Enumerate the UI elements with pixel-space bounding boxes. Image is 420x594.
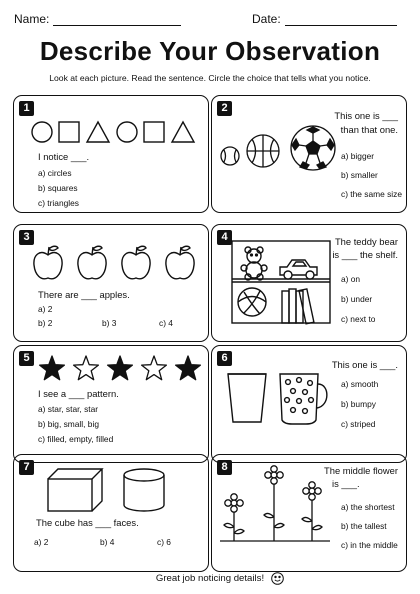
date-field[interactable] bbox=[252, 12, 397, 26]
option-c[interactable]: c) 6 bbox=[157, 537, 171, 547]
question-line-2: is ___. bbox=[332, 478, 360, 489]
card-number: 6 bbox=[217, 351, 232, 366]
option-b[interactable]: b) bumpy bbox=[341, 399, 376, 409]
square-shape bbox=[144, 122, 164, 142]
option-b[interactable]: b) 4 bbox=[100, 537, 115, 547]
name-label: Name: bbox=[14, 12, 50, 26]
card-4 bbox=[211, 224, 407, 342]
filled-star-icon bbox=[40, 356, 65, 380]
option-c[interactable]: c) 4 bbox=[159, 318, 173, 328]
date-label: Date: bbox=[252, 12, 281, 26]
square-shape bbox=[59, 122, 79, 142]
option-b[interactable]: b) big, small, big bbox=[38, 419, 99, 429]
circle-shape bbox=[32, 122, 52, 142]
solids-image bbox=[46, 467, 186, 513]
question-text: The cube has ___ faces. bbox=[36, 517, 139, 528]
card-8 bbox=[211, 454, 407, 572]
filled-star-icon bbox=[176, 356, 201, 380]
name-line[interactable] bbox=[53, 14, 181, 26]
triangle-shape bbox=[172, 122, 194, 142]
question-line-1: The teddy bear bbox=[334, 236, 398, 247]
option-a[interactable]: a) smooth bbox=[341, 379, 379, 389]
card-number: 8 bbox=[217, 460, 232, 475]
option-c[interactable]: c) next to bbox=[341, 314, 376, 324]
card-2 bbox=[211, 95, 407, 213]
card-3 bbox=[13, 224, 209, 342]
card-number: 3 bbox=[19, 230, 34, 245]
books-icon bbox=[282, 289, 314, 324]
smooth-cup-icon bbox=[228, 374, 266, 422]
option-b[interactable]: b) squares bbox=[38, 183, 78, 193]
option-c[interactable]: c) triangles bbox=[38, 198, 79, 208]
medium-flower-icon bbox=[302, 482, 322, 541]
option-a[interactable]: a) star, star, star bbox=[38, 404, 99, 414]
card-1 bbox=[13, 95, 209, 213]
option-c[interactable]: c) in the middle bbox=[341, 540, 398, 550]
question-text: I see a ___ pattern. bbox=[38, 388, 119, 399]
stars-pattern-image bbox=[38, 354, 202, 382]
flowers-image bbox=[218, 465, 332, 545]
short-flower-icon bbox=[224, 494, 244, 541]
question-text: There are ___ apples. bbox=[38, 289, 130, 300]
apple-icon bbox=[78, 246, 106, 279]
apples-image bbox=[32, 243, 200, 283]
beach-ball-icon bbox=[238, 288, 266, 316]
card-5 bbox=[13, 345, 209, 463]
name-field[interactable] bbox=[14, 12, 181, 26]
question-line-2: than that one. bbox=[340, 124, 398, 135]
apple-icon bbox=[166, 246, 194, 279]
smiley-face-icon bbox=[271, 572, 284, 585]
option-a[interactable]: a) on bbox=[341, 274, 361, 284]
bumpy-mug-icon bbox=[280, 374, 327, 424]
basketball-icon bbox=[247, 135, 279, 167]
option-c[interactable]: c) filled, empty, filled bbox=[38, 434, 114, 444]
option-b[interactable]: b) smaller bbox=[341, 170, 378, 180]
date-line[interactable] bbox=[285, 14, 397, 26]
card-number: 5 bbox=[19, 351, 34, 366]
tall-flower-icon bbox=[264, 466, 284, 541]
card-7 bbox=[13, 454, 209, 572]
cups-image bbox=[224, 370, 334, 426]
instructions: Look at each picture. Read the sentence. Circle the choice that tells what you notice. bbox=[49, 73, 371, 83]
question-line-2: is ___ the shelf. bbox=[332, 249, 398, 260]
option-c[interactable]: c) striped bbox=[341, 419, 376, 429]
question-text: This one is ___. bbox=[331, 359, 398, 370]
option-b[interactable]: b) under bbox=[341, 294, 373, 304]
option-b-2[interactable]: b) 3 bbox=[102, 318, 117, 328]
footer bbox=[0, 573, 420, 584]
apple-icon bbox=[122, 246, 150, 279]
shapes-pattern-image bbox=[30, 120, 200, 144]
baseball-icon bbox=[221, 147, 239, 165]
circle-shape bbox=[117, 122, 137, 142]
shelf-image bbox=[230, 239, 332, 325]
card-number: 7 bbox=[19, 460, 34, 475]
teddy-bear-icon bbox=[241, 247, 267, 280]
question-line-1: The middle flower bbox=[324, 465, 398, 476]
card-number: 1 bbox=[19, 101, 34, 116]
option-a[interactable]: a) 2 bbox=[38, 304, 53, 314]
question-text: I notice ___. bbox=[38, 151, 90, 162]
option-a[interactable]: a) circles bbox=[38, 168, 72, 178]
triangle-shape bbox=[87, 122, 109, 142]
balls-image bbox=[218, 124, 336, 172]
page-title: Describe Your Observation bbox=[39, 36, 381, 66]
option-a[interactable]: a) 2 bbox=[34, 537, 49, 547]
footer-text: Great job noticing details! bbox=[155, 573, 265, 584]
question-line-1: This one is ___ bbox=[334, 110, 398, 121]
card-6 bbox=[211, 345, 407, 463]
card-number: 4 bbox=[217, 230, 232, 245]
cylinder-icon bbox=[124, 469, 164, 511]
toy-car-icon bbox=[280, 260, 317, 279]
option-c[interactable]: c) the same size bbox=[341, 189, 402, 199]
empty-star-icon bbox=[74, 356, 99, 380]
empty-star-icon bbox=[142, 356, 167, 380]
card-number: 2 bbox=[217, 101, 232, 116]
soccer-ball-icon bbox=[291, 126, 335, 170]
cube-icon bbox=[48, 469, 102, 511]
option-a[interactable]: a) bigger bbox=[341, 151, 375, 161]
filled-star-icon bbox=[108, 356, 133, 380]
option-b[interactable]: b) 2 bbox=[38, 318, 53, 328]
option-b[interactable]: b) the tallest bbox=[341, 521, 387, 531]
apple-icon bbox=[34, 246, 62, 279]
option-a[interactable]: a) the shortest bbox=[341, 502, 395, 512]
